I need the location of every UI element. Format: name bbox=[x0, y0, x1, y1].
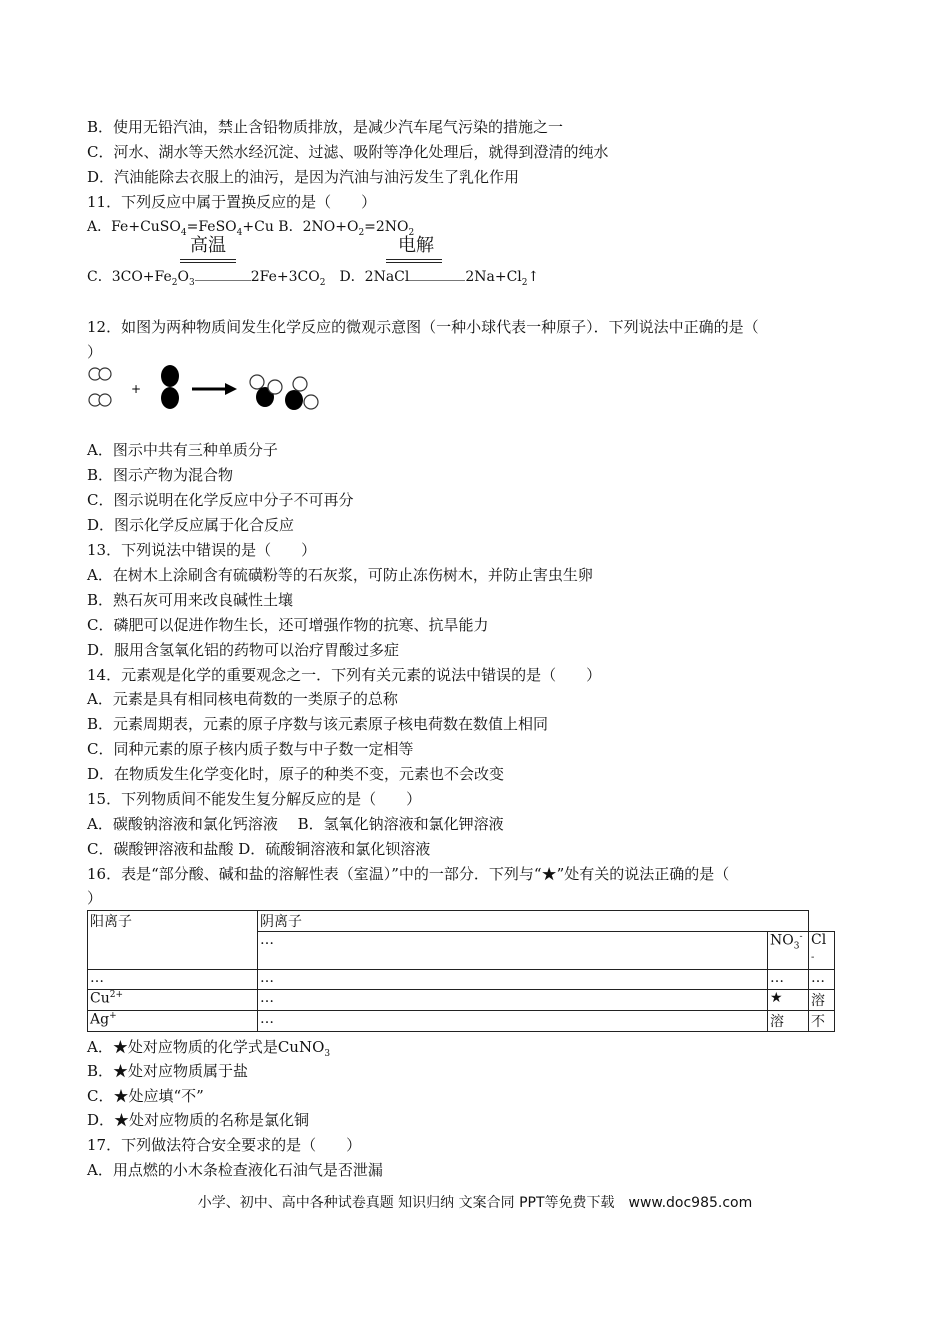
cell-ag-cation: Ag+ bbox=[88, 1011, 258, 1032]
cell-star: ★ bbox=[768, 990, 809, 1011]
cell-cu-cation: $Cu^{2+}$ bbox=[88, 990, 258, 1011]
black-atom bbox=[161, 365, 179, 387]
question-11-stem: 11．下列反应中属于置换反应的是（ ） bbox=[87, 193, 377, 211]
page-footer: 小学、初中、高中各种试卷真题 知识归纳 文案合同 PPT等免费下载 www.doc985.com bbox=[197, 1195, 753, 1211]
cell-ellipsis: … bbox=[258, 1011, 768, 1032]
header-no3: $NO_3^-$ bbox=[768, 932, 809, 970]
cell-insoluble: 不 bbox=[809, 1011, 835, 1032]
reaction-arrow-head bbox=[225, 383, 237, 395]
q16-option-a: A．★处对应物质的化学式是CuNO$_3$ bbox=[87, 1038, 331, 1059]
question-15-stem: 15．下列物质间不能发生复分解反应的是（ ） bbox=[87, 790, 422, 808]
q13-option-d: D．服用含氢氧化铝的药物可以治疗胃酸过多症 bbox=[87, 641, 400, 659]
cell-ellipsis: … bbox=[258, 990, 768, 1011]
q14-option-b: B．元素周期表，元素的原子序数与该元素原子核电荷数在数值上相同 bbox=[87, 715, 549, 733]
white-atom bbox=[250, 375, 264, 389]
q12-option-a: A．图示中共有三种单质分子 bbox=[87, 441, 278, 459]
q11-options-cd: C．$3CO+Fe_2O_3$ $2Fe+3CO_2$ D．2NaCl $2Na+Cl_2↑$ bbox=[87, 269, 540, 288]
white-atom bbox=[99, 394, 111, 406]
question-13-stem: 13．下列说法中错误的是（ ） bbox=[87, 541, 317, 559]
solubility-table bbox=[87, 910, 835, 1032]
q16-option-b: B．★处对应物质属于盐 bbox=[87, 1062, 249, 1080]
question-14-stem: 14．元素观是化学的重要观念之一．下列有关元素的说法中错误的是（ ） bbox=[87, 666, 602, 684]
question-16-stem: 16．表是“部分酸、碱和盐的溶解性表（室温）”中的一部分．下列与“★”处有关的说法正确的是（ bbox=[87, 865, 730, 883]
condition-bar-d bbox=[386, 259, 442, 263]
q11-options-ab: A．Fe+CuSO$_4$=FeSO$_4$+Cu B．$2NO+O_2=2NO_2$ bbox=[87, 219, 415, 238]
white-atom bbox=[304, 395, 318, 409]
cell-ellipsis: … bbox=[809, 970, 835, 990]
white-atom bbox=[268, 380, 282, 394]
table-row bbox=[88, 970, 835, 990]
q12-option-b: B．图示产物为混合物 bbox=[87, 466, 234, 484]
header-cation: 阳离子 bbox=[88, 911, 258, 970]
q15-options-ab: A．碳酸钠溶液和氯化钙溶液 B．氢氧化钠溶液和氯化钾溶液 bbox=[87, 815, 504, 833]
q15-options-cd: C．碳酸钾溶液和盐酸 D．硫酸铜溶液和氯化钡溶液 bbox=[87, 840, 431, 858]
cell-ellipsis: … bbox=[258, 970, 768, 990]
plus-sign: + bbox=[131, 382, 142, 396]
white-atom bbox=[99, 368, 111, 380]
black-atom bbox=[285, 390, 303, 410]
reaction-molecule-diagram bbox=[87, 362, 332, 422]
header-anion: 阴离子 bbox=[258, 911, 809, 932]
question-12-stem: 12．如图为两种物质间发生化学反应的微观示意图（一种小球代表一种原子）．下列说法中正确的是（ bbox=[87, 318, 759, 336]
q14-option-c: C．同种元素的原子核内质子数与中子数一定相等 bbox=[87, 740, 414, 758]
cell-ellipsis: … bbox=[88, 970, 258, 990]
q14-option-a: A．元素是具有相同核电荷数的一类原子的总称 bbox=[87, 690, 398, 708]
table-row bbox=[88, 990, 835, 1011]
condition-electrolysis: 电解 bbox=[398, 235, 434, 256]
cell-soluble: 溶 bbox=[768, 1011, 809, 1032]
table-row bbox=[88, 1011, 835, 1032]
table-row bbox=[88, 911, 835, 932]
question-12-stem-cont: ） bbox=[87, 343, 103, 361]
q17-option-a: A．用点燃的小木条检查液化石油气是否泄漏 bbox=[87, 1161, 383, 1179]
header-cl: Cl - bbox=[809, 932, 835, 970]
option-c-q10: C．河水、湖水等天然水经沉淀、过滤、吸附等净化处理后，就得到澄清的纯水 bbox=[87, 143, 609, 161]
q16-option-d: D．★处对应物质的名称是氯化铜 bbox=[87, 1111, 310, 1129]
q16-option-c: C．★处应填“不” bbox=[87, 1087, 204, 1105]
cell-soluble: 溶 bbox=[809, 990, 835, 1011]
q13-option-b: B．熟石灰可用来改良碱性土壤 bbox=[87, 591, 294, 609]
q13-option-c: C．磷肥可以促进作物生长，还可增强作物的抗寒、抗旱能力 bbox=[87, 616, 489, 634]
white-atom bbox=[293, 377, 307, 391]
question-16-stem-cont: ） bbox=[87, 889, 103, 907]
q14-option-d: D．在物质发生化学变化时，原子的种类不变，元素也不会改变 bbox=[87, 765, 505, 783]
cell-ellipsis: … bbox=[258, 932, 768, 970]
q12-option-c: C．图示说明在化学反应中分子不可再分 bbox=[87, 491, 354, 509]
option-d-q10: D．汽油能除去衣服上的油污，是因为汽油与油污发生了乳化作用 bbox=[87, 168, 520, 186]
option-b-q10: B．使用无铅汽油，禁止含铅物质排放，是减少汽车尾气污染的措施之一 bbox=[87, 118, 564, 136]
black-atom bbox=[161, 387, 179, 409]
q13-option-a: A．在树木上涂刷含有硫磺粉等的石灰浆，可防止冻伤树木，并防止害虫生卵 bbox=[87, 566, 593, 584]
cell-ellipsis: … bbox=[768, 970, 809, 990]
q12-option-d: D．图示化学反应属于化合反应 bbox=[87, 516, 295, 534]
condition-high-temp: 高温 bbox=[190, 235, 226, 256]
condition-bar-c bbox=[180, 259, 236, 263]
question-17-stem: 17．下列做法符合安全要求的是（ ） bbox=[87, 1136, 362, 1154]
